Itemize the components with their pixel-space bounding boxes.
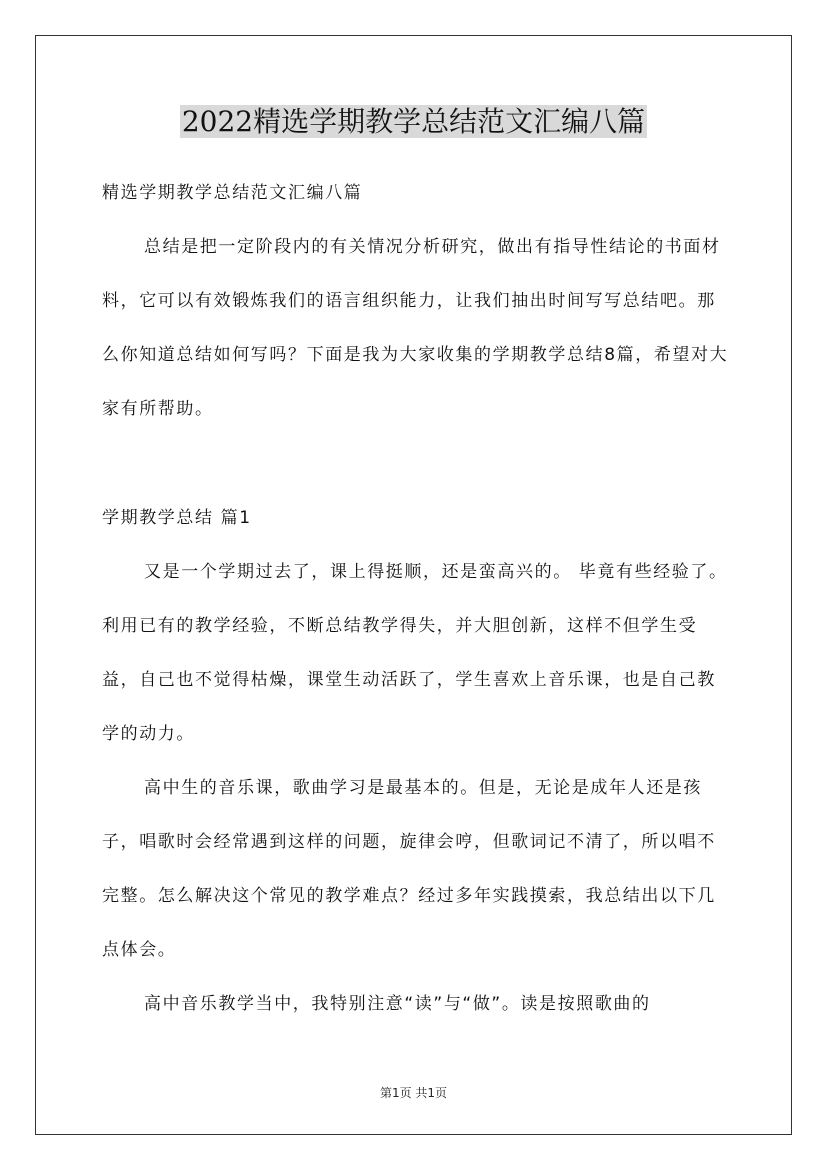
body-paragraph-2: 高中生的音乐课，歌曲学习是最基本的。但是，无论是成年人还是孩子，唱歌时会经常遇到这样的问题，旋律会哼，但歌词记不清了，所以唱不完整。怎么解决这个常见的教学难点？经过多年实践摸索，我总结出以下几点体会。 <box>102 778 716 960</box>
body-paragraph-3: 高中音乐教学当中，我特别注意“读”与“做”。读是按照歌曲的 <box>144 994 651 1014</box>
body-paragraph-1: 又是一个学期过去了，课上得挺顺，还是蛮高兴的。 毕竟有些经验了。利用已有的教学经验，不断总结教学得失，并大胆创新，这样不但学生受益，自己也不觉得枯燥，课堂生动活跃了，学生喜欢上音乐课，也是自己教学的动力。 <box>102 562 728 744</box>
section-heading: 学期教学总结 篇1 <box>102 508 252 528</box>
document-title-text: 2022精选学期教学总结范文汇编八篇 <box>181 105 646 138</box>
page-footer: 第1页 共1页 <box>379 1086 448 1100</box>
document-title <box>0 100 827 144</box>
intro-paragraph: 总结是把一定阶段内的有关情况分析研究，做出有指导性结论的书面材料，它可以有效锻炼我们的语言组织能力，让我们抽出时间写写总结吧。那么你知道总结如何写吗？下面是我为大家收集的学期教学总结8篇，希望对大家有所帮助。 <box>102 237 729 419</box>
document-subtitle: 精选学期教学总结范文汇编八篇 <box>102 183 363 203</box>
